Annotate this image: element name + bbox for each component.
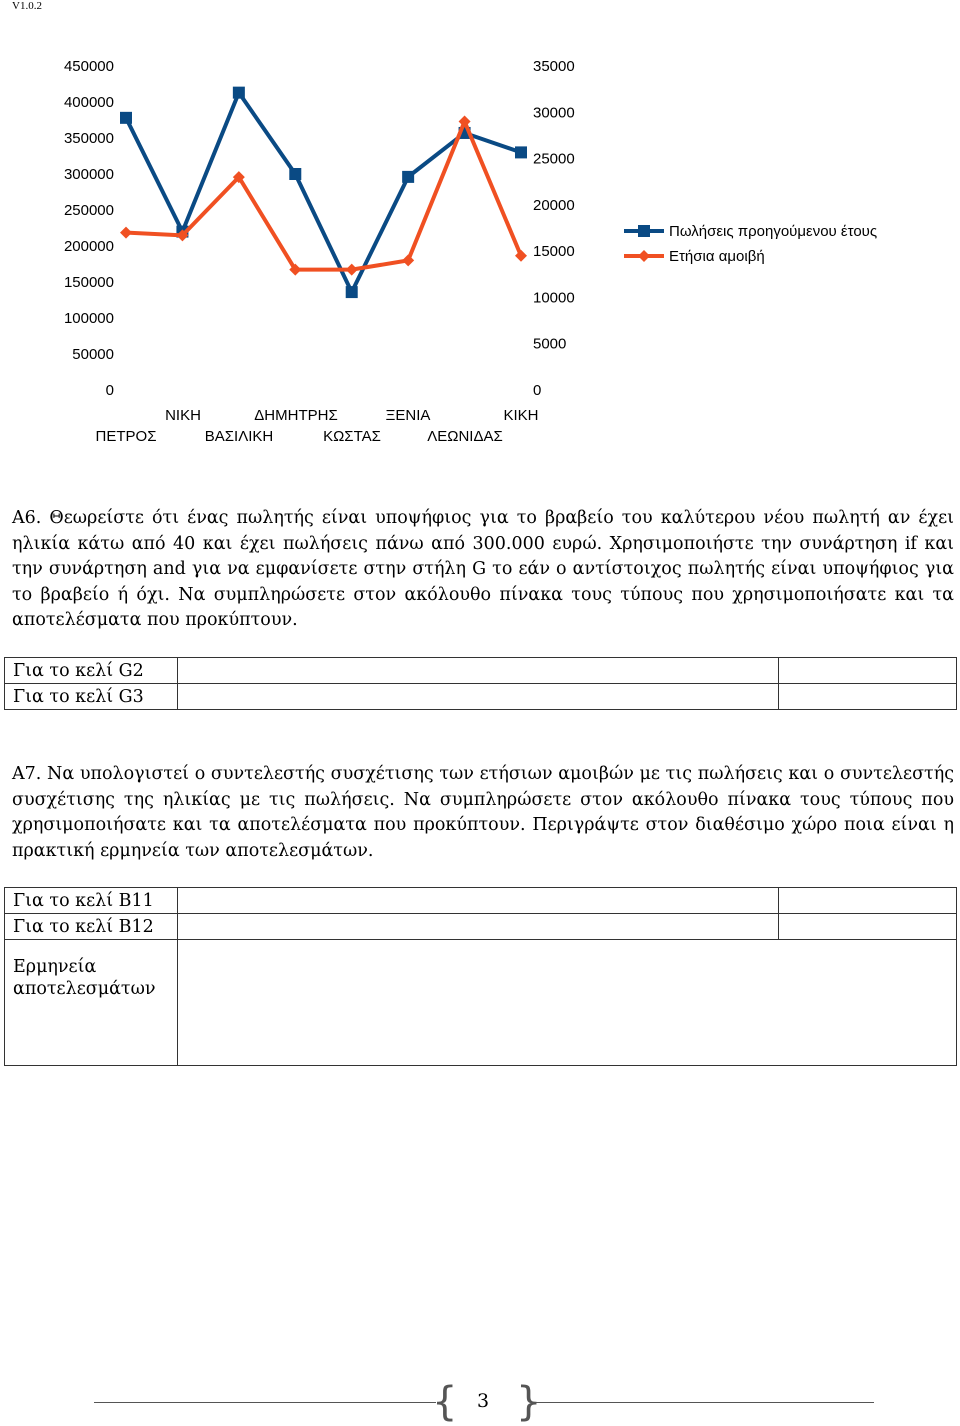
x-tick-label: ΒΑΣΙΛΙΚΗ: [204, 428, 274, 445]
footer-brace-right: }: [516, 1379, 542, 1425]
data-point-marker: [402, 254, 414, 266]
legend-label: Πωλήσεις προηγούμενου έτους: [669, 223, 878, 240]
chart-legend: [624, 223, 877, 265]
legend-label: Ετήσια αμοιβή: [669, 248, 765, 265]
y-left-tick-label: 100000: [63, 310, 114, 327]
result-cell[interactable]: [779, 888, 957, 914]
x-tick-label: ΞΕΝΙΑ: [385, 407, 431, 424]
line-chart: [0, 0, 960, 460]
table-row: [5, 940, 957, 1066]
result-cell[interactable]: [779, 684, 957, 710]
x-tick-label: ΠΕΤΡΟΣ: [95, 428, 157, 445]
y-right-tick-label: 30000: [533, 104, 575, 122]
series-lines: [120, 87, 527, 298]
series-line-2: [126, 122, 521, 270]
table-row: [5, 684, 957, 710]
y-left-tick-label: 450000: [63, 58, 114, 75]
y-left-tick-label: 150000: [63, 274, 114, 291]
y-left-tick-label: 400000: [63, 94, 114, 111]
answer-table-a7: [4, 887, 957, 1066]
data-point-marker: [346, 264, 358, 276]
answer-table-a6: [4, 657, 957, 710]
x-axis-labels: [96, 407, 539, 445]
footer-rule-left: [94, 1402, 436, 1403]
footer-rule-right: [532, 1402, 874, 1403]
y-left-tick-label: 50000: [72, 346, 114, 363]
data-point-marker: [402, 171, 414, 183]
interpretation-label: [5, 940, 178, 1066]
table-row: [5, 914, 957, 940]
data-point-marker: [289, 168, 301, 180]
y-right-tick-label: 25000: [533, 150, 575, 168]
legend-marker: [638, 250, 650, 262]
x-tick-label: ΚΙΚΗ: [503, 407, 539, 424]
interpretation-label-line2: αποτελεσμάτων: [13, 979, 156, 999]
row-label: Για το κελί G2: [5, 658, 178, 684]
version-label: V1.0.2: [12, 0, 42, 12]
data-point-marker: [459, 116, 471, 128]
question-a7-text: Α7. Να υπολογιστεί ο συντελεστής συσχέτισης των ετήσιων αμοιβών με τις πωλήσεις και ο συντελεστής συσχέτισης της ηλικίας με τις πωλήσεις. Να συμπληρώσετε στον ακόλουθο πίνακα τους τύπους που χρησιμοποιήσατε και τα αποτελέσματα που προκύπτουν. Περιγράψτε στον διαθέσιμο χώρο ποια είναι η πρακτική ερμηνεία των αποτελεσμάτων.: [12, 764, 954, 861]
data-point-marker: [346, 286, 358, 298]
formula-cell[interactable]: [178, 684, 779, 710]
data-point-marker: [233, 87, 245, 99]
x-tick-label: ΚΩΣΤΑΣ: [323, 428, 381, 445]
formula-cell[interactable]: [178, 914, 779, 940]
question-a6-text: Α6. Θεωρείστε ότι ένας πωλητής είναι υποψήφιος για το βραβείο του καλύτερου νέου πωλητή αν έχει ηλικία κάτω από 40 και έχει πωλήσεις πάνω από 300.000 ευρώ. Χρησιμοποιήστε την συνάρτηση if και την συνάρτηση and για να εμφανίσετε στην στήλη G το εάν ο αντίστοιχος πωλητής είναι υποψήφιος για το βραβείο ή όχι. Να συμπληρώσετε στον ακόλουθο πίνακα τους τύπους που χρησιμοποιήσατε και τα αποτελέσματα που προκύπτουν.: [12, 508, 954, 631]
row-label: Για το κελί B11: [5, 888, 178, 914]
row-label: Για το κελί B12: [5, 914, 178, 940]
y-right-tick-label: 15000: [533, 243, 575, 261]
y-left-tick-label: 250000: [63, 202, 114, 219]
data-point-marker: [120, 112, 132, 124]
footer-brace-left: {: [432, 1379, 458, 1425]
y-left-tick-label: 0: [105, 382, 114, 399]
row-label: Για το κελί G3: [5, 684, 178, 710]
y-right-tick-label: 20000: [533, 196, 575, 214]
y-left-tick-label: 350000: [63, 130, 114, 147]
page-number: 3: [476, 1390, 490, 1412]
table-row: [5, 888, 957, 914]
formula-cell[interactable]: [178, 658, 779, 684]
y-right-tick-label: 10000: [533, 289, 575, 307]
x-tick-label: ΝΙΚΗ: [165, 407, 201, 424]
y-axis-right: [533, 58, 575, 399]
y-right-tick-label: 5000: [533, 335, 567, 353]
table-row: [5, 658, 957, 684]
data-point-marker: [120, 227, 132, 239]
formula-cell[interactable]: [178, 888, 779, 914]
data-point-marker: [515, 146, 527, 158]
data-point-marker: [515, 250, 527, 262]
y-axis-left: [64, 58, 114, 399]
y-left-tick-label: 300000: [63, 166, 114, 183]
x-tick-label: ΛΕΩΝΙΔΑΣ: [427, 428, 503, 445]
result-cell[interactable]: [779, 658, 957, 684]
y-right-tick-label: 0: [533, 382, 542, 399]
interpretation-label-line1: Ερμηνεία: [13, 957, 97, 977]
x-tick-label: ΔΗΜΗΤΡΗΣ: [254, 407, 338, 424]
interpretation-answer-cell[interactable]: [178, 940, 957, 1066]
y-left-tick-label: 200000: [63, 238, 114, 255]
legend-marker: [638, 225, 650, 237]
y-right-tick-label: 35000: [533, 58, 575, 75]
result-cell[interactable]: [779, 914, 957, 940]
